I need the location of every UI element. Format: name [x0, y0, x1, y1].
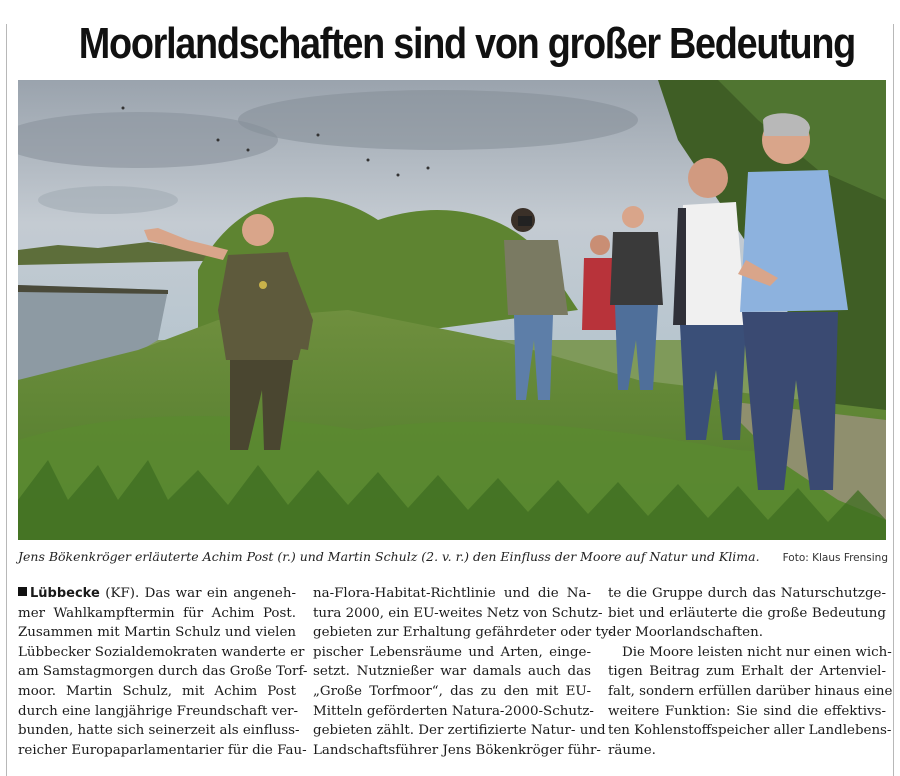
text-line: gebieten zur Erhaltung gefährdeter oder ty- — [313, 625, 613, 641]
dateline: Lübbecke — [30, 586, 100, 601]
photo-credit: Foto: Klaus Frensing — [782, 552, 888, 564]
photo-caption: Jens Bökenkröger erläuterte Achim Post (r.) und Martin Schulz (2. v. r.) den Einfluss der Moore auf Natur und Klima. — [18, 549, 760, 564]
text-line: pischer Lebensräume und Arten, einge- — [313, 644, 591, 660]
text-line: ten Kohlenstoffspeicher aller Landlebens- — [608, 723, 892, 739]
text-line: weitere Funktion: Sie sind die effektivs- — [608, 703, 886, 719]
text-line: moor. Martin Schulz, mit Achim Post — [18, 683, 296, 699]
article-column-3 — [608, 584, 893, 760]
article-photo — [18, 80, 886, 540]
text-line — [18, 584, 296, 604]
text-line: räume. — [608, 742, 656, 758]
column-rule-right — [893, 24, 894, 776]
text-line: falt, sondern erfüllen darüber hinaus eine — [608, 683, 893, 699]
text-fragment: (KF). Das war ein angeneh- — [99, 586, 296, 601]
text-line: Die Moore leisten nicht nur einen wich- — [622, 644, 892, 660]
text-line: mer Wahlkampftermin für Achim Post. — [18, 605, 296, 621]
text-line: Lübbecker Sozialdemokraten wanderte er — [18, 644, 305, 660]
article-column-1 — [18, 584, 308, 760]
lead-square-icon — [18, 587, 27, 596]
text-line: biet und erläuterte die große Bedeutung — [608, 605, 886, 621]
text-line: tura 2000, ein EU-weites Netz von Schutz- — [313, 605, 603, 621]
text-line: „Große Torfmoor“, das zu den mit EU- — [313, 683, 591, 699]
text-line: Zusammen mit Martin Schulz und vielen — [18, 625, 296, 641]
text-line: bunden, hatte sich seinerzeit als einfluss- — [18, 723, 300, 739]
text-line: gebieten zählt. Der zertifizierte Natur- und — [313, 723, 606, 739]
text-line: Landschaftsführer Jens Bökenkröger führ- — [313, 742, 601, 758]
text-line: am Samstagmorgen durch das Große Torf- — [18, 664, 308, 680]
text-line: tigen Beitrag zum Erhalt der Artenviel- — [608, 664, 886, 680]
text-line: reicher Europaparlamentarier für die Fau- — [18, 742, 307, 758]
column-rule-left — [6, 24, 7, 776]
text-line: na-Flora-Habitat-Richtlinie und die Na- — [313, 586, 591, 601]
text-line: durch eine langjährige Freundschaft ver- — [18, 703, 299, 719]
article-column-2 — [313, 584, 613, 760]
article-headline: Moorlandschaften sind von großer Bedeutung — [78, 19, 855, 68]
text-line: der Moorlandschaften. — [608, 625, 763, 641]
text-line: Mitteln geförderten Natura-2000-Schutz- — [313, 703, 594, 719]
text-line: setzt. Nutznießer war damals auch das — [313, 664, 591, 680]
text-line: te die Gruppe durch das Naturschutzge- — [608, 586, 886, 601]
